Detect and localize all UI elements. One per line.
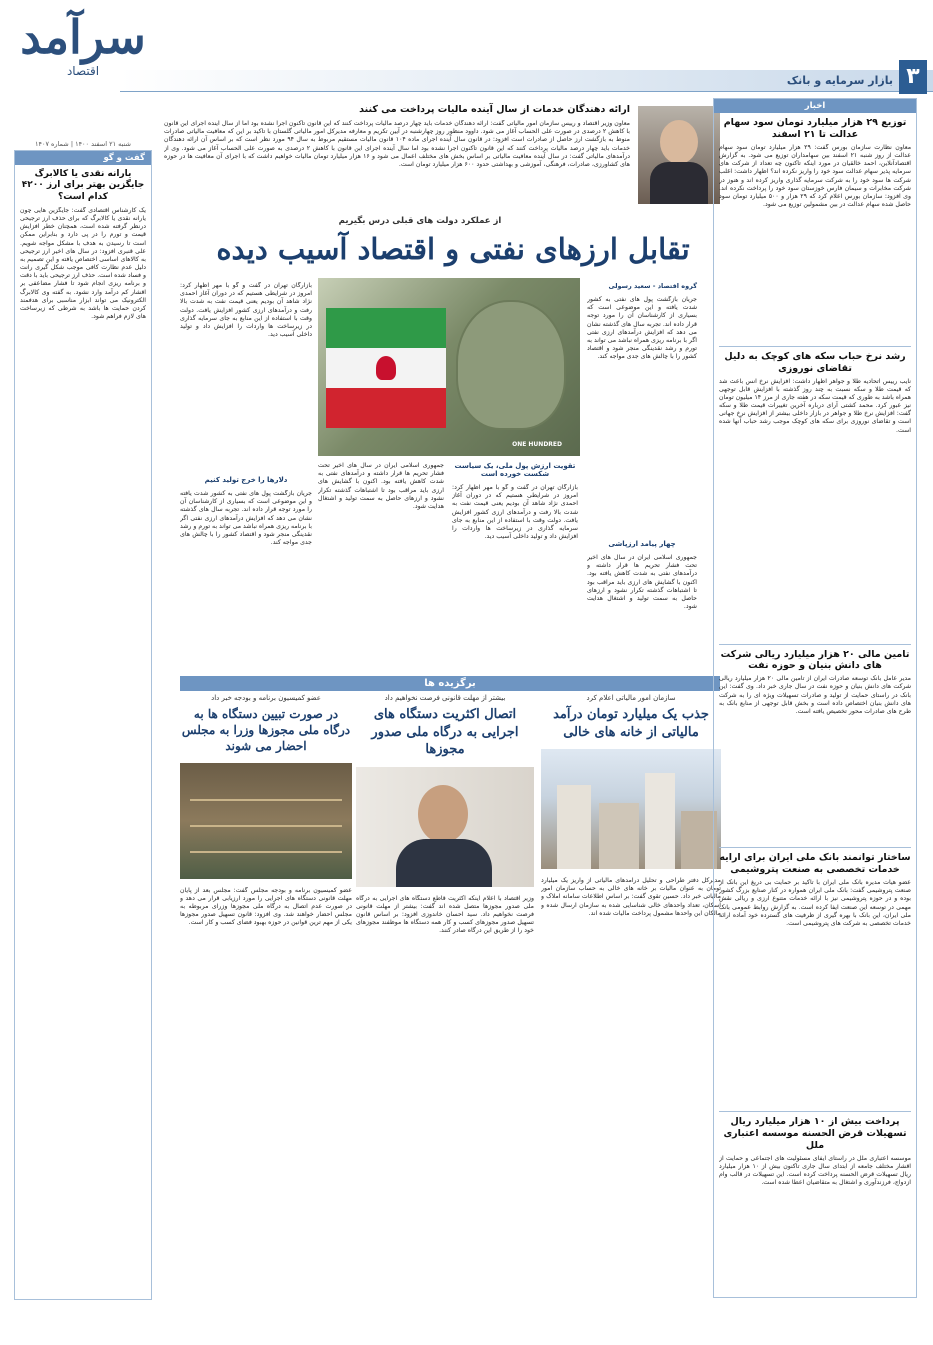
top-story-body: معاون وزیر اقتصاد و رییس سازمان امور مالیاتی گفت: ارائه دهندگان خدمات باید چهار درصد مالیات پرداخت کنند که این قانون تاکنون اجرا نشده بود اما از سال آینده اجرای این قانون با کاهش ۲ درصدی در صورت علی الحساب آغاز می شود. داوود منظور روز چهارشنبه در آیین تکریم و معارفه مدیرکل امور مالیاتی گلستان با تاکید بر این که معافیت مالیاتی صادرات منوط به بازگشت ارز حاصل از صادرات است افزود: در قانون سال آینده اجرای ماده ۱۰۴ قانون مالیات مستقیم مربوط به سال ۹۴ مورد نظر است که بر اساس آن ارائه دهندگان خدمات باید چهار درصد مالیات پرداخت کنند که این قانون تاکنون اجرا نشده بود اما سال آینده اجرای این قانون با کاهش ۲ درصدی به صورت علی الحساب آغاز می شود. وی از درآمدهای مالیاتی گفت: در سال آینده معافیت مالیاتی بر اساس بخش های مختلف اعمال می شود و ۱۶ هزار میلیارد تومان مالیات خواهیم داشت که با اجرای آن معافیت ها در حوزه های کشاورزی، صادرات، فرهنگی، آموزشی و بهداشتی حدود ۶۰۰ هزار میلیارد تومان است. bbox=[164, 120, 630, 168]
featured-3-title: در صورت تبیین دستگاه ها به درگاه ملی مجوزها وزرا به مجلس احضار می شوند bbox=[181, 707, 351, 754]
iran-flag bbox=[326, 308, 446, 428]
featured-2-kicker: بیشتر از مهلت قانونی فرصت نخواهیم داد bbox=[384, 694, 506, 702]
main-subhead-3: تقویت ارزش پول ملی، یک سیاست شکست خورده است bbox=[454, 462, 576, 478]
news-3-title: تامین مالی ۲۰ هزار میلیارد ریالی شرکت های دانش بنیان و حوزه نفت bbox=[720, 648, 910, 672]
main-headline: تقابل ارزهای نفتی و اقتصاد آسیب دیده bbox=[216, 232, 690, 266]
minister-photo bbox=[638, 106, 720, 204]
dollar-portrait bbox=[456, 300, 566, 430]
interview-column bbox=[14, 150, 152, 1300]
featured-2-title: اتصال اکثریت دستگاه های اجرایی به درگاه ملی صدور مجوزها bbox=[371, 707, 519, 758]
news-3-body: مدیر عامل بانک توسعه صادرات ایران از تامین مالی ۲۰ هزار میلیارد ریالی شرکت های دانش بنیان و حوزه نفت در سال جاری خبر داد. وی گفت: این بانک در راستای حمایت از تولید و صادرات تسهیلات ویژه ای را به شرکت های دانش بنیان اختصاص داده است و بخش قابل توجهی از منابع بانک به طرح های صادرات محور تخصیص یافته است. bbox=[719, 675, 911, 715]
news-2-title: رشد نرخ حباب سکه های کوچک به دلیل تقاضای نوروزی bbox=[724, 350, 906, 374]
divider bbox=[719, 1111, 911, 1112]
featured-1-photo bbox=[541, 749, 721, 869]
main-subhead-1: چهار پیامد ارزپاشی bbox=[608, 540, 676, 548]
news-4-body: عضو هیات مدیره بانک ملی ایران با تاکید بر حمایت بی دریغ این بانک از صنعت پتروشیمی گفت: بانک ملی ایران همواره در کنار صنایع بزرگ کشور بوده و در حوزه پتروشیمی نیز با ارائه خدمات متنوع ارزی و ریالی نقش مهمی در توسعه این صنعت ایفا کرده است. به گزارش روابط عمومی بانک ملی ایران، این بانک با بهره گیری از ظرفیت های گسترده خود آماده ارائه خدمات تخصصی به شرکت های پتروشیمی است. bbox=[719, 879, 911, 927]
featured-2-body: وزیر اقتصاد با اعلام اینکه اکثریت قاطع دستگاه های اجرایی به درگاه ملی صدور مجوزها متصل شده اند گفت: بیشتر از مهلت قانونی فرصت نخواهیم داد. سید احسان خاندوزی افزود: بر اساس قانون تسهیل صدور مجوزهای کسب و کار همه دستگاه ها موظفند مجوزهای خود را از طریق این درگاه صادر کنند. bbox=[356, 894, 534, 935]
main-story-col-1b: جمهوری اسلامی ایران در سال های اخیر تحت فشار تحریم ها قرار داشته و درآمدهای نفتی به شدت کاهش یافته بود. اکنون با گشایش های ارزی باید مراقب بود تا اشتباهات گذشته تکرار نشود و ارزهای حاصل به سمت تولید و اشتغال هدایت شود. bbox=[587, 554, 697, 611]
main-story-col-mid-b: بازارگان تهران در گفت و گو با مهر اظهار کرد: امروز در شرایطی هستیم که در دوران آغاز احمدی نژاد شاهد آن بودیم یعنی قیمت نفت به شدت بالا رفت و درآمدهای ارزی کشور افزایش یافت. دولت وقت با استفاده از این منابع به جای سرمایه گذاری در زیرساخت ها واردات را افزایش داد و تولید داخلی آسیب دید. bbox=[452, 484, 578, 541]
masthead-title: سرآمد bbox=[20, 10, 146, 64]
main-story-col-mid-a: جمهوری اسلامی ایران در سال های اخیر تحت فشار تحریم ها قرار داشته و درآمدهای نفتی به شدت کاهش یافته بود. اکنون با گشایش های ارزی باید مراقب بود تا اشتباهات گذشته تکرار نشود و ارزهای حاصل به سمت تولید و اشتغال هدایت شود. bbox=[318, 462, 444, 510]
news-1-title: توزیع ۲۹ هزار میلیارد تومان سود سهام عدالت تا ۲۱ اسفند bbox=[723, 117, 907, 140]
top-story bbox=[160, 100, 720, 210]
news-5-body: موسسه اعتباری ملل در راستای ایفای مسئولیت های اجتماعی و حمایت از اقشار مختلف جامعه از ابتدای سال جاری تاکنون بیش از ۱۰ هزار میلیارد ریال تسهیلات قرض الحسنه پرداخت کرده است. این تسهیلات در قالب وام ازدواج، فرزندآوری و اشتغال به متقاضیان اعطا شده است. bbox=[719, 1154, 911, 1187]
main-image bbox=[318, 278, 580, 456]
main-story-col-1: جریان بازگشت پول های نفتی به کشور شدت یافته و این موضوعی است که بسیاری از کارشناسان آن را مورد توجه قرار داده اند. تجربه سال های گذشته نشان می دهد که افزایش درآمدهای ارزی نفتی اگر با برنامه ریزی همراه نباشد می تواند به تورم و رشد نقدینگی منجر شود و اقتصاد کشور را با چالش های جدی مواجه کند. bbox=[587, 296, 697, 361]
featured-3-body: عضو کمیسیون برنامه و بودجه مجلس گفت: مجلس بعد از پایان مهلت قانونی دستگاه های اجرایی را مورد ارزیابی قرار می دهد و در صورت عدم اتصال به درگاه ملی مجوزها وزرای مربوطه به مجلس احضار خواهند شد. وی افزود: قانون تسهیل صدور مجوزها یکی از مهم ترین قوانین در حوزه بهبود فضای کسب و کار است. bbox=[180, 886, 352, 927]
featured-3-photo bbox=[180, 763, 352, 879]
divider bbox=[719, 644, 911, 645]
interview-section-header: گفت و گو bbox=[15, 151, 151, 165]
featured-3-kicker: عضو کمیسیون برنامه و بودجه خبر داد bbox=[211, 694, 321, 702]
emblem-icon bbox=[376, 356, 396, 380]
main-story-col-left-b: جریان بازگشت پول های نفتی به کشور شدت یافته و این موضوعی است که بسیاری از کارشناسان آن را مورد توجه قرار داده اند. تجربه سال های گذشته نشان می دهد که افزایش درآمدهای ارزی نفتی اگر با برنامه ریزی همراه نباشد می تواند به تورم و رشد نقدینگی منجر شود و اقتصاد کشور را با چالش های جدی مواجه کند. bbox=[180, 490, 312, 547]
divider bbox=[719, 847, 911, 848]
featured-2-photo bbox=[356, 767, 534, 887]
main-kicker: از عملکرد دولت های قبلی درس بگیریم bbox=[338, 216, 502, 226]
banknote-label: ONE HUNDRED bbox=[512, 441, 562, 448]
interview-title: یارانه نقدی یا کالابرگ جایگزین بهتر برای ارز ۴۲۰۰ کدام است؟ bbox=[21, 169, 145, 202]
page-number: ۳ bbox=[899, 60, 927, 94]
divider bbox=[719, 346, 911, 347]
top-story-title: ارائه دهندگان خدمات از سال آینده مالیات پرداخت می کنند bbox=[359, 104, 630, 115]
masthead-subtitle: اقتصاد bbox=[66, 64, 100, 78]
news-2-body: نایب رییس اتحادیه طلا و جواهر اظهار داشت: افزایش نرخ انس باعث شد که قیمت طلا و سکه نسبت به چند روز گذشته با افزایش قابل توجهی همراه باشد به طوری که قیمت سکه در هفته جاری از مرز ۱۴ میلیون تومان نیز عبور کرد. محمد کشتی آرای درباره آخرین تغییرات قیمت طلا و سکه گفت: افزایش نرخ طلا و جواهر در بازار داخلی بیشتر از افزایش نرخ جهانی است و تقاضای نوروزی برای سکه های کوچک موجب رشد حباب آنها شده است. bbox=[719, 377, 911, 434]
news-1-body: معاون نظارت سازمان بورس گفت: ۲۹ هزار میلیارد تومان سود سهام عدالت از روز شنبه ۲۱ اسفند بین سهامداران توزیع می شود. به گزارش اقتصادآنلاین، احمد خالقیان در مورد اینکه تاکنون چه تعداد از شرکت های سرمایه پذیر سهام عدالت سود خود را واریز نکرده اند؟ اظهار داشت: اغلب شرکت ها سود خود را به شرکت سرمایه گذاری واریز کرده اند و هنوز در شرکت مخابرات و سیمان فارس خوزستان سود خود را پرداخت نکرده اند. وی افزود: سازمان بورس اعلام کرد که ۲۹ هزار و ۵۰۰ میلیارد تومان سود حاصل شده سهام عدالت در بین مشمولین توزیع می شود. bbox=[719, 143, 911, 209]
featured-item-3 bbox=[180, 694, 352, 1294]
featured-panel-header: برگزیده ها bbox=[180, 676, 720, 691]
main-byline: گروه اقتصاد - سعید رسولی bbox=[608, 282, 697, 290]
featured-item-2 bbox=[356, 694, 534, 1294]
interview-body: یک کارشناس اقتصادی گفت: جایگزین هایی چون یارانه نقدی یا کالابرگ که برای حذف ارز ترجیحی درنظر گرفته شده است، همچنان خطر افزایش قیمت و تورم را در پی دارد و بنابراین ممکن است تا رسیدن به هدف با مشکل مواجه شویم. علی قنبری افزود: در سال های اخیر ارز ترجیحی به کالاهای اساسی اختصاص یافته و این تصمیم به دلیل عدم نظارت کافی موجب شکل گیری رانت و فساد شده است. حذف ارز ترجیحی باید با دقت و برنامه ریزی انجام شود تا فشار مضاعفی بر اقشار کم درآمد وارد نشود. به گفته وی کالابرگ الکترونیک می تواند ابزار مناسبی برای هدفمند کردن حمایت ها باشد به شرطی که زیرساخت های لازم فراهم شود. bbox=[20, 206, 146, 321]
section-title: بازار سرمایه و بانک bbox=[786, 74, 893, 87]
dateline: شنبه ۲۱ اسفند ۱۴۰۰ | شماره ۱۴۰۷ bbox=[34, 140, 131, 148]
news-column bbox=[713, 98, 917, 1298]
featured-1-kicker: سازمان امور مالیاتی اعلام کرد bbox=[586, 694, 676, 702]
featured-item-1 bbox=[541, 694, 721, 1294]
news-4-title: ساختار توانمند بانک ملی ایران برای ارایه خدمات تخصصی به صنعت پتروشیمی bbox=[719, 852, 911, 876]
featured-1-body: مدیرکل دفتر طراحی و تحلیل درآمدهای مالیاتی از واریز یک میلیارد تومان به عنوان مالیات بر خانه های خالی به حساب سازمان امور مالیاتی خبر داد. حسین تقوی گفت: بر اساس اطلاعات سامانه املاک و اسکان، تعداد واحدهای خالی شناسایی شده به سازمان ارسال شده و مالکان این واحدها مشمول پرداخت مالیات شده اند. bbox=[541, 877, 721, 917]
news-section-header: اخبار bbox=[714, 99, 916, 113]
featured-1-title: جذب یک میلیارد تومان درآمد مالیاتی از خانه های خالی bbox=[553, 707, 709, 740]
section-header-bar bbox=[120, 70, 933, 92]
news-5-title: پرداخت بیش از ۱۰ هزار میلیارد ریال تسهیلات قرض الحسنه موسسه اعتباری ملل bbox=[723, 1116, 907, 1151]
main-story-col-left: بازارگان تهران در گفت و گو با مهر اظهار کرد: امروز در شرایطی هستیم که در دوران آغاز احمدی نژاد شاهد آن بودیم یعنی قیمت نفت به شدت بالا رفت و درآمدهای ارزی کشور افزایش یافت. دولت وقت با استفاده از این منابع به جای سرمایه گذاری در زیرساخت ها واردات را افزایش داد و تولید داخلی آسیب دید. bbox=[180, 282, 312, 339]
main-subhead-2: دلارها را خرج تولید کنیم bbox=[204, 476, 288, 484]
